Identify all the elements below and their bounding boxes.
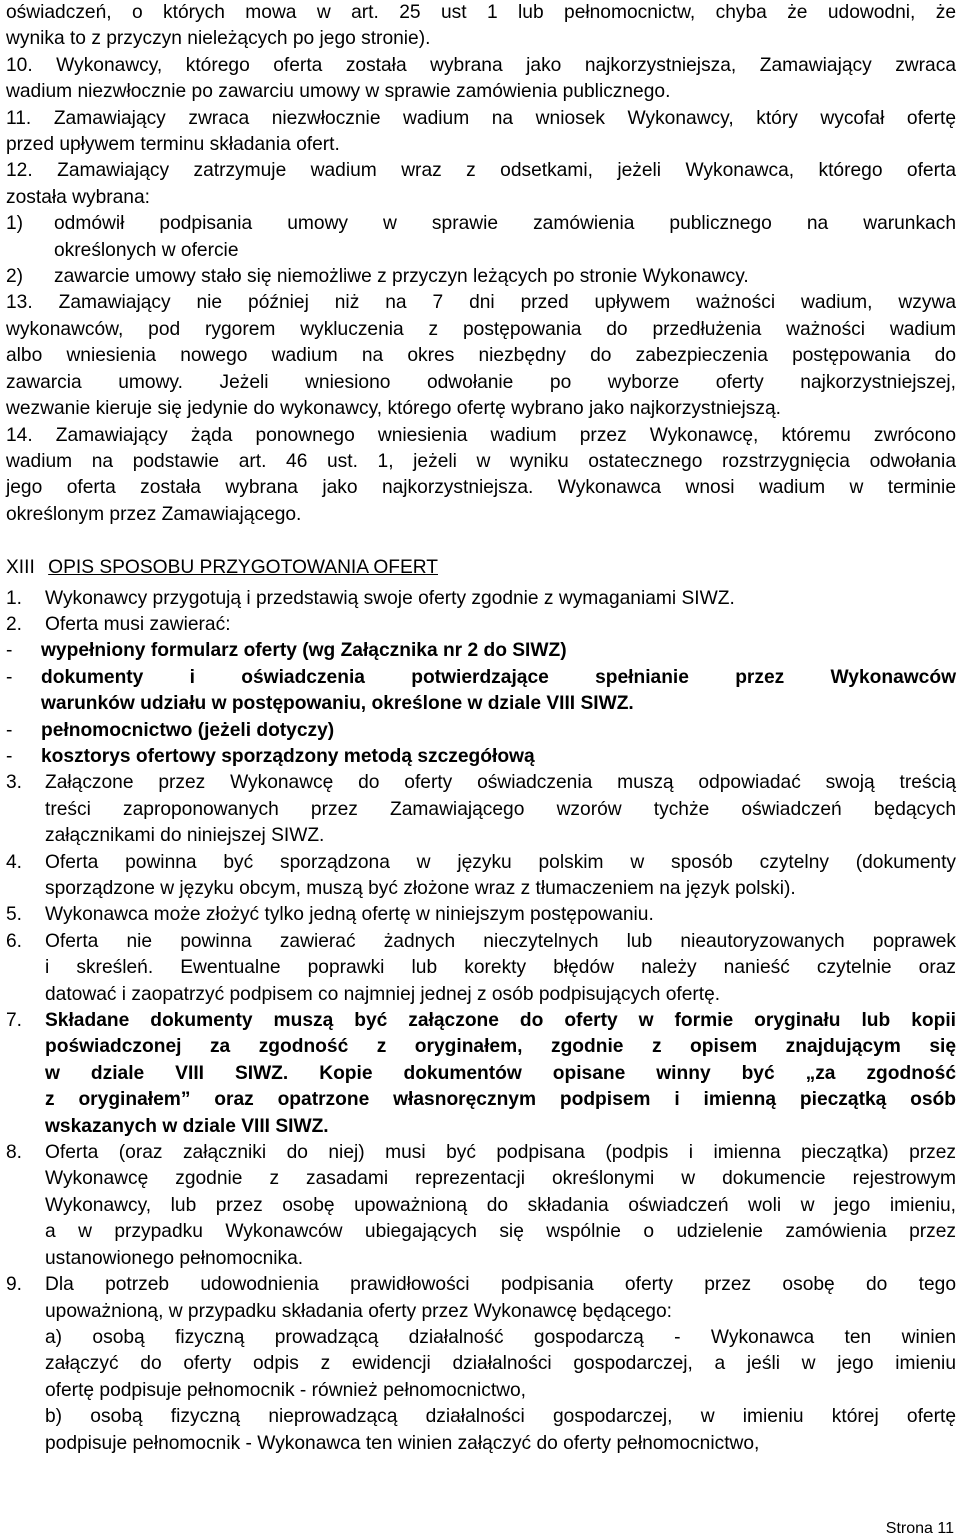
text-line: upoważnioną, w przypadku składania oferty przez Wykonawcę będącego:: [45, 1300, 672, 1322]
list-item: [6, 770, 956, 849]
dash-bullet: -: [6, 719, 13, 741]
text-line: Oferta nie powinna zawierać żadnych nieczytelnych lub nieautoryzowanych poprawek: [45, 930, 956, 952]
list-item: [6, 612, 956, 638]
dash-bullet: -: [6, 745, 13, 767]
text-line: wadium niezwłocznie po zawarciu umowy w sprawie zamówienia publicznego.: [6, 81, 671, 103]
text-line: pełnomocnictwo (jeżeli dotyczy): [41, 719, 335, 741]
paragraph-item-10: [6, 53, 956, 106]
list-number: 4.: [6, 851, 23, 873]
dash-bullet: -: [6, 666, 13, 688]
paragraph-item-11: [6, 106, 956, 159]
paragraph-item-14: [6, 423, 956, 529]
list-number: 9.: [6, 1274, 23, 1296]
text-line: przed upływem terminu składania ofert.: [6, 134, 340, 156]
text-line: ofertę podpisuje pełnomocnik - również pełnomocnictwo,: [45, 1379, 527, 1401]
list-number: 1): [6, 213, 24, 235]
text-line: Oferta musi zawierać:: [45, 613, 231, 635]
text-line: Oferta (oraz załączniki do niej) musi być podpisana (podpis i imienna pieczątka) przez: [45, 1142, 956, 1164]
section-heading: [6, 555, 956, 581]
list-number: 2.: [6, 613, 23, 635]
text-line: 11. Zamawiający zwraca niezwłocznie wadium na wniosek Wykonawcy, który wycofał ofertę: [6, 107, 956, 129]
text-line: załączyć do oferty odpis z ewidencji działalności gospodarczej, a jeśli w jego imieniu: [45, 1353, 956, 1375]
text-line: 10. Wykonawcy, którego oferta została wybrana jako najkorzystniejsza, Zamawiający zwraca: [6, 54, 956, 76]
text-line: a) osobą fizyczną prowadzącą działalność gospodarczą - Wykonawca ten winien: [45, 1326, 956, 1348]
text-line: Dla potrzeb udowodnienia prawidłowości podpisania oferty przez osobę do tego: [45, 1274, 956, 1296]
list-item: [6, 1008, 956, 1140]
section-title: OPIS SPOSOBU PRZYGOTOWANIA OFERT: [48, 557, 438, 579]
text-line: a w przypadku Wykonawców ubiegających się wspólnie o udzielenie zamówienia przez: [45, 1221, 956, 1243]
text-line: wypełniony formularz oferty (wg Załącznika nr 2 do SIWZ): [41, 640, 567, 662]
text-line: dokumenty i oświadczenia potwierdzające spełnianie przez Wykonawców: [41, 666, 956, 688]
list-number: 2): [6, 266, 24, 288]
text-line: Wykonawcę zgodnie z zasadami reprezentacji określonymi w dokumencie rejestrowym: [45, 1168, 956, 1190]
text-line: określonych w ofercie: [54, 239, 239, 261]
text-line: Wykonawcy, lub przez osobę upoważnioną do składania oświadczeń woli w jego imieniu,: [45, 1194, 956, 1216]
text-line: wezwanie kieruje się jedynie do wykonawcy, którego ofertę wybrano jako najkorzystniejszą.: [6, 398, 781, 420]
text-line: sporządzone w języku obcym, muszą być złożone wraz z tłumaczeniem na język polski).: [45, 878, 796, 899]
text-line: wykonawców, pod rygorem wykluczenia z postępowania do przedłużenia ważności wadium: [6, 318, 956, 340]
dash-item: [6, 744, 956, 770]
text-line: zawarcia umowy. Jeżeli wniesiono odwołanie po wyborze oferty najkorzystniejszej,: [6, 371, 956, 393]
list-item: [6, 1272, 956, 1457]
text-line: Wykonawca może złożyć tylko jedną ofertę w niniejszym postępowaniu.: [45, 904, 654, 926]
page-number: Strona 11: [885, 1520, 954, 1537]
text-line: Oferta powinna być sporządzona w języku polskim w sposób czytelny (dokumenty: [45, 851, 956, 873]
text-line: 14. Zamawiający żąda ponownego wniesienia wadium przez Wykonawcę, któremu zwrócono: [6, 424, 956, 446]
section-number: XIII: [6, 557, 35, 579]
list-number: 7.: [6, 1010, 23, 1032]
dash-item: [6, 665, 956, 718]
text-line: ustanowionego pełnomocnika.: [45, 1247, 304, 1269]
list-item: [6, 902, 956, 928]
paragraph-item-12: [6, 158, 956, 211]
text-line: Składane dokumenty muszą być załączone do oferty w formie oryginału lub kopii: [45, 1010, 956, 1032]
document-page: [6, 0, 956, 1457]
text-line: poświadczonej za zgodność z oryginałem, zgodnie z opisem znajdującym się: [45, 1036, 956, 1058]
text-line: oświadczeń, o których mowa w art. 25 ust 1 lub pełnomocnictw, chyba że udowodni, że: [6, 2, 956, 23]
list-item: [6, 211, 956, 264]
text-line: z oryginałem” oraz opatrzone własnoręcznym podpisem i imienną pieczątką osób: [45, 1089, 956, 1111]
list-number: 1.: [6, 587, 23, 609]
list-item: [6, 586, 956, 612]
list-item: [6, 850, 956, 903]
text-line: jego oferta została wybrana jako najkorzystniejsza. Wykonawca wnosi wadium w terminie: [6, 477, 956, 499]
paragraph-continuation: [6, 0, 956, 53]
dash-item: [6, 638, 956, 664]
list-number: 6.: [6, 930, 23, 952]
list-item: [6, 1140, 956, 1272]
text-line: podpisuje pełnomocnik - Wykonawca ten winien załączyć do oferty pełnomocnictwo,: [45, 1432, 760, 1454]
text-line: wadium na podstawie art. 46 ust. 1, jeżeli w wyniku ostatecznego rozstrzygnięcia odwołania: [6, 450, 956, 472]
text-line: załącznikami do niniejszej SIWZ.: [45, 825, 325, 847]
text-line: Wykonawcy przygotują i przedstawią swoje oferty zgodnie z wymaganiami SIWZ.: [45, 587, 735, 609]
list-number: 5.: [6, 904, 23, 926]
dash-item: [6, 718, 956, 744]
text-line: treści zaproponowanych przez Zamawiającego wzorów tychże oświadczeń będących: [45, 798, 956, 820]
text-line: wskazanych w dziale VIII SIWZ.: [45, 1115, 329, 1137]
text-line: kosztorys ofertowy sporządzony metodą szczegółową: [41, 745, 535, 767]
text-line: 13. Zamawiający nie później niż na 7 dni przed upływem ważności wadium, wzywa: [6, 292, 956, 314]
text-line: określonym przez Zamawiającego.: [6, 503, 302, 525]
text-line: 12. Zamawiający zatrzymuje wadium wraz z odsetkami, jeżeli Wykonawca, którego oferta: [6, 160, 956, 182]
text-line: wynika to z przyczyn nieleżących po jego stronie).: [6, 28, 431, 50]
list-number: 3.: [6, 772, 23, 794]
text-line: albo wniesienia nowego wadium na okres niezbędny do zabezpieczenia postępowania do: [6, 345, 956, 367]
paragraph-item-13: [6, 290, 956, 422]
text-line: b) osobą fizyczną nieprowadzącą działalności gospodarczej, w imieniu której ofertę: [45, 1406, 956, 1428]
list-item: [6, 929, 956, 1008]
text-line: odmówił podpisania umowy w sprawie zamówienia publicznego na warunkach: [54, 213, 956, 235]
text-line: Załączone przez Wykonawcę do oferty oświadczenia muszą odpowiadać swoją treścią: [45, 772, 956, 794]
text-line: warunków udziału w postępowaniu, określone w dziale VIII SIWZ.: [41, 693, 634, 715]
text-line: datować i zaopatrzyć podpisem co najmniej jednej z osób podpisujących ofertę.: [45, 983, 721, 1005]
list-number: 8.: [6, 1142, 23, 1164]
text-line: została wybrana:: [6, 186, 150, 208]
text-line: i skreśleń. Ewentualne poprawki lub korekty błędów należy nanieść czytelnie oraz: [45, 957, 956, 979]
text-line: w dziale VIII SIWZ. Kopie dokumentów opisane winny być „za zgodność: [45, 1062, 956, 1084]
list-item: [6, 264, 956, 290]
dash-bullet: -: [6, 640, 13, 662]
text-line: zawarcie umowy stało się niemożliwe z przyczyn leżących po stronie Wykonawcy.: [54, 266, 749, 288]
